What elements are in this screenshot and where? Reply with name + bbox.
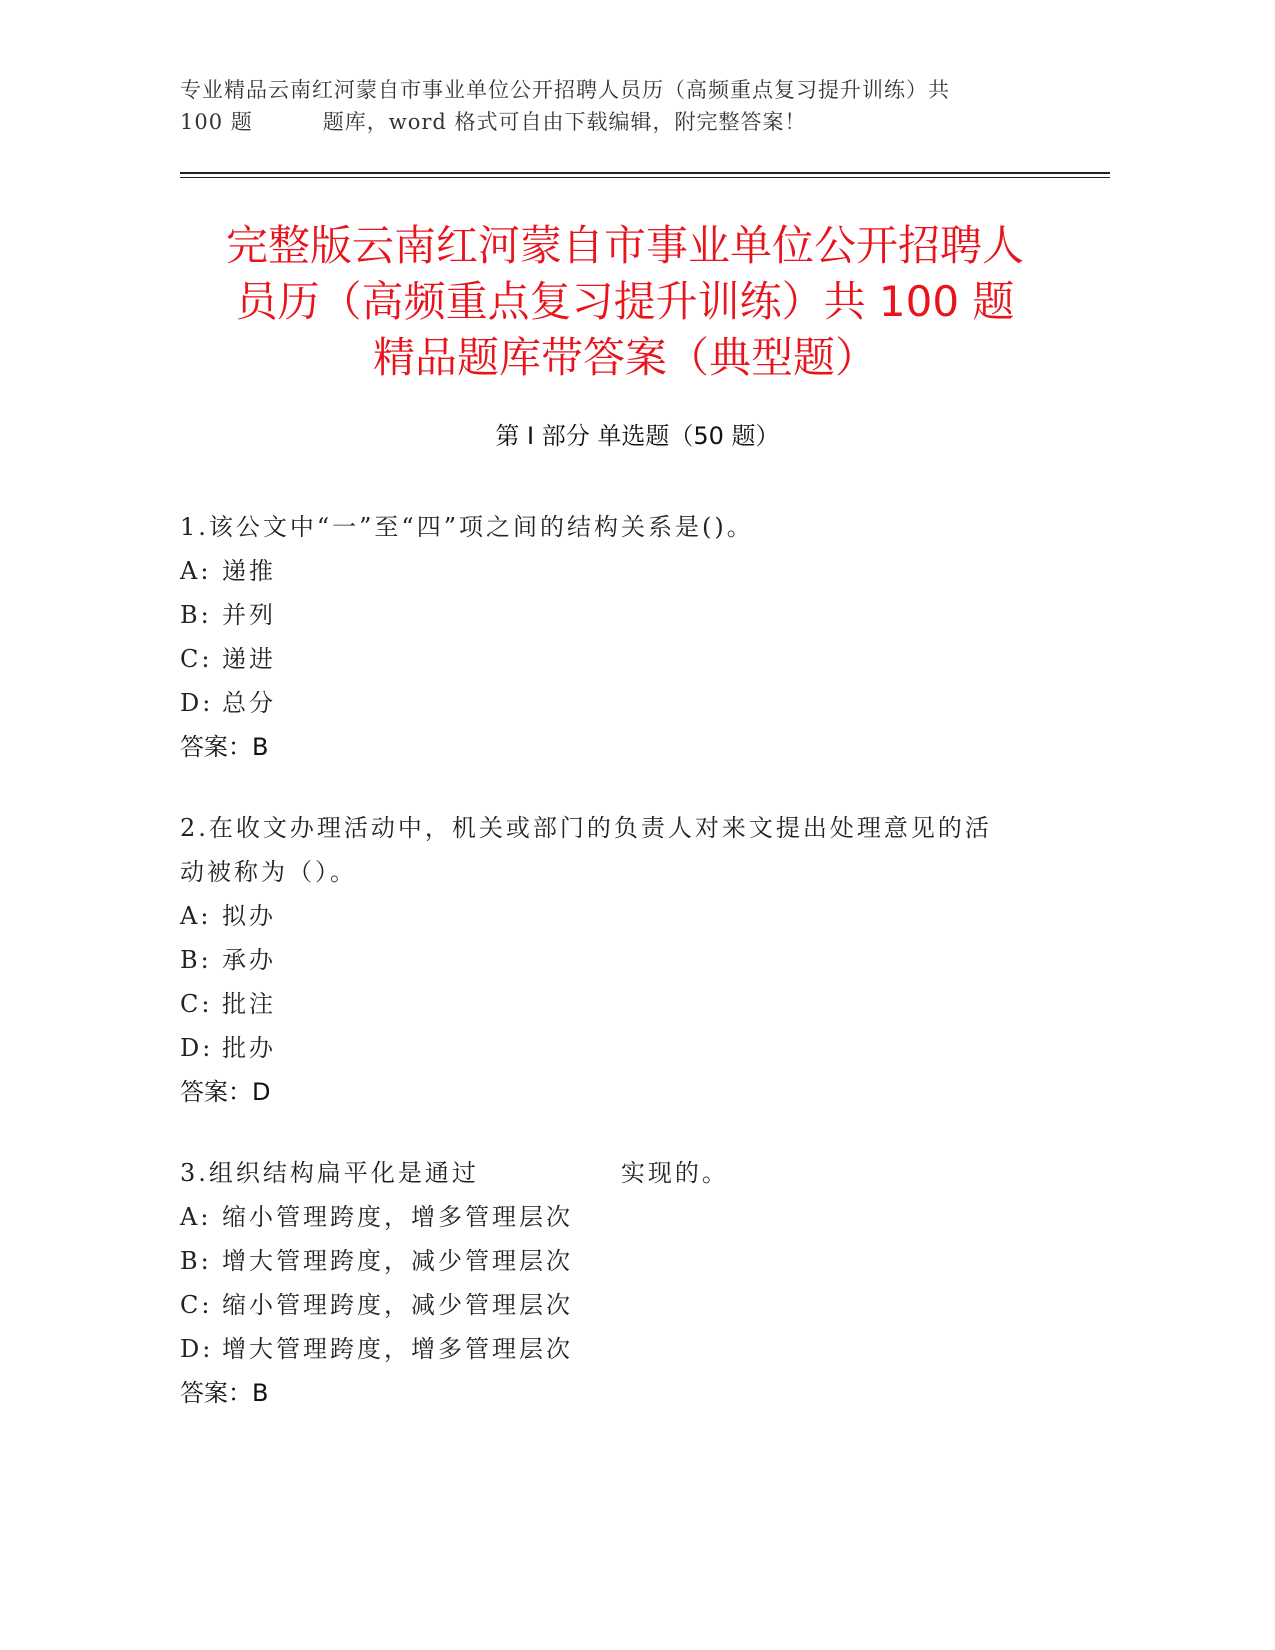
option-text: 递推: [222, 557, 276, 585]
document-title-line1: 完整版云南红河蒙自市事业单位公开招聘人: [225, 221, 1024, 270]
question-3: [180, 1151, 1040, 1415]
option-key: A:: [180, 1203, 212, 1231]
option-a: [180, 549, 1040, 593]
question-stem: 1.该公文中“一”至“四”项之间的结构关系是()。: [180, 513, 754, 541]
question-stem-after-blank: 实现的。: [620, 1159, 729, 1187]
section-heading: 第 I 部分 单选题（50 题）: [495, 422, 780, 450]
document-title-line2: 员历（高频重点复习提升训练）共 100 题: [235, 277, 1015, 326]
header-note: [180, 74, 1080, 138]
header-rule-thick: [180, 172, 1110, 174]
option-text: 增大管理跨度，增多管理层次: [222, 1335, 573, 1363]
option-text: 增大管理跨度，减少管理层次: [222, 1247, 573, 1275]
answer: 答案：D: [180, 1078, 271, 1106]
option-c: [180, 637, 1040, 681]
question-list: [180, 505, 1040, 1452]
option-d: [180, 681, 1040, 725]
option-text: 批办: [222, 1034, 276, 1062]
header-rule-thin: [180, 177, 1110, 178]
option-key: D:: [180, 689, 214, 717]
question-stem: [180, 1151, 1040, 1195]
question-1: [180, 505, 1040, 769]
option-a: [180, 1195, 1040, 1239]
option-text: 承办: [222, 946, 276, 974]
option-key: C:: [180, 1291, 213, 1319]
option-text: 缩小管理跨度，增多管理层次: [222, 1203, 573, 1231]
option-text: 并列: [222, 601, 276, 629]
question-stem-before-blank: 3.组织结构扁平化是通过: [180, 1159, 479, 1187]
question-stem-continued: 动被称为（）。: [180, 858, 357, 886]
option-a: [180, 894, 1040, 938]
header-note-line1: 专业精品云南红河蒙自市事业单位公开招聘人员历（高频重点复习提升训练）共: [180, 78, 950, 102]
option-text: 缩小管理跨度，减少管理层次: [222, 1291, 573, 1319]
option-b: [180, 593, 1040, 637]
option-key: B:: [180, 946, 212, 974]
option-key: A:: [180, 557, 212, 585]
document-title-line3: 精品题库带答案（典型题）: [372, 333, 877, 382]
question-stem: 2.在收文办理活动中，机关或部门的负责人对来文提出处理意见的活: [180, 814, 992, 842]
option-key: B:: [180, 1247, 212, 1275]
option-text: 总分: [222, 689, 276, 717]
option-b: [180, 1239, 1040, 1283]
header-note-count: 100 题: [180, 110, 253, 134]
option-c: [180, 1283, 1040, 1327]
answer: 答案：B: [180, 1379, 269, 1407]
header-note-description: 题库，word 格式可自由下载编辑，附完整答案！: [322, 110, 807, 134]
option-text: 递进: [222, 645, 276, 673]
option-d: [180, 1327, 1040, 1371]
option-key: A:: [180, 902, 212, 930]
option-d: [180, 1026, 1040, 1070]
option-key: D:: [180, 1034, 214, 1062]
option-text: 拟办: [222, 902, 276, 930]
answer: 答案：B: [180, 733, 269, 761]
option-text: 批注: [222, 990, 276, 1018]
document-title: [150, 218, 1100, 386]
option-key: C:: [180, 990, 213, 1018]
header-note-line2: [180, 106, 1080, 138]
option-key: C:: [180, 645, 213, 673]
option-c: [180, 982, 1040, 1026]
option-key: D:: [180, 1335, 214, 1363]
question-2: [180, 806, 1040, 1114]
option-b: [180, 938, 1040, 982]
option-key: B:: [180, 601, 212, 629]
